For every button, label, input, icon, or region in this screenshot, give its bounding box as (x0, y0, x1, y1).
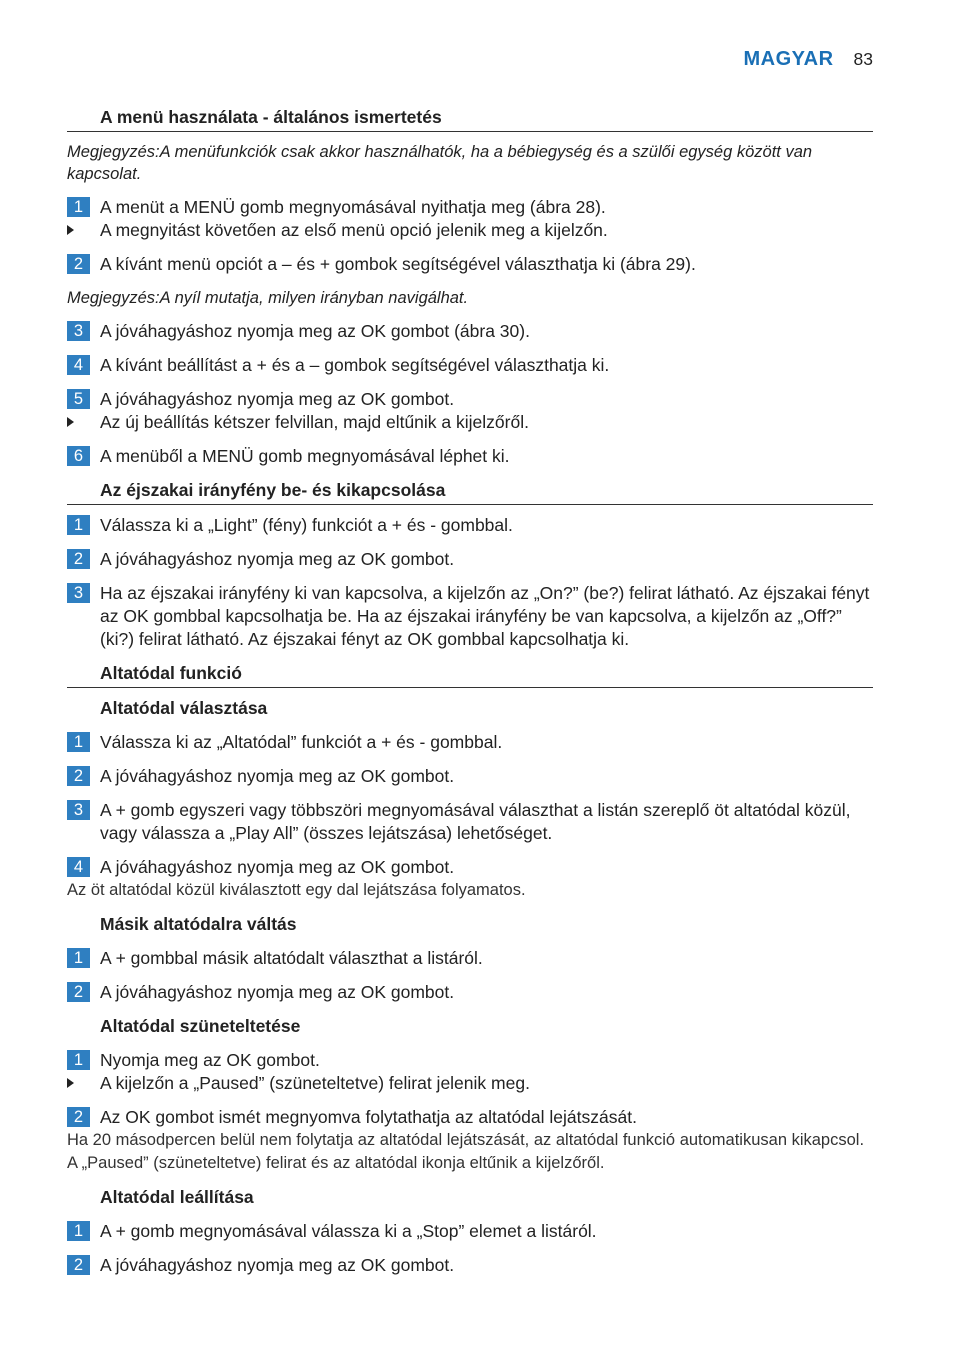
step-item (67, 582, 873, 651)
step-text: Nyomja meg az OK gombot. (100, 1050, 320, 1070)
step-item (67, 981, 873, 1004)
step-group (67, 582, 873, 651)
result-text: A kijelzőn a „Paused” (szüneteltetve) felirat jelenik meg. (100, 1073, 530, 1093)
step-number-badge: 1 (67, 732, 90, 752)
step-number-badge: 1 (67, 197, 90, 217)
step-item (67, 196, 873, 219)
step-group (67, 1106, 873, 1175)
step-text: Válassza ki az „Altatódal” funkciót a + és - gombbal. (100, 732, 503, 752)
subsection-heading: Altatódal szüneteltetése (100, 1016, 301, 1036)
step-number-badge: 2 (67, 982, 90, 1002)
step-item (67, 856, 873, 879)
result-text: A megnyitást követően az első menü opció jelenik meg a kijelzőn. (100, 220, 608, 240)
step-group (67, 1220, 873, 1243)
step-group (67, 320, 873, 343)
step-group (67, 947, 873, 970)
step-group (67, 731, 873, 754)
step-group (67, 765, 873, 788)
document-body (67, 106, 873, 1288)
step-group (67, 388, 873, 434)
step-item (67, 1106, 873, 1129)
step-group (67, 354, 873, 377)
step-group (67, 445, 873, 468)
step-item (67, 354, 873, 377)
step-group (67, 253, 873, 276)
result-arrow-icon (67, 417, 74, 427)
step-number-badge: 2 (67, 549, 90, 569)
section-heading: A menü használata - általános ismertetés (67, 106, 873, 132)
page-number: 83 (853, 49, 873, 69)
step-text: A kívánt menü opciót a – és + gombok segítségével választhatja ki (ábra 29). (100, 254, 696, 274)
section-heading: Az éjszakai irányfény be- és kikapcsolása (67, 479, 873, 505)
step-number-badge: 2 (67, 254, 90, 274)
step-number-badge: 3 (67, 321, 90, 341)
step-item (67, 765, 873, 788)
step-text: A jóváhagyáshoz nyomja meg az OK gombot. (100, 549, 455, 569)
step-text: A + gombbal másik altatódalt választhat a listáról. (100, 948, 483, 968)
section-heading: Altatódal funkció (67, 662, 873, 688)
step-number-badge: 4 (67, 355, 90, 375)
step-text: A menüt a MENÜ gomb megnyomásával nyithatja meg (ábra 28). (100, 197, 606, 217)
step-group (67, 1049, 873, 1095)
step-text: Az OK gombot ismét megnyomva folytathatja az altatódal lejátszását. (100, 1107, 637, 1127)
step-text: A + gomb megnyomásával válassza ki a „Stop” elemet a listáról. (100, 1221, 597, 1241)
step-text: A kívánt beállítást a + és a – gombok segítségével választhatja ki. (100, 355, 610, 375)
subsection-heading: Altatódal leállítása (100, 1187, 254, 1207)
step-number-badge: 1 (67, 1221, 90, 1241)
step-item (67, 388, 873, 411)
step-number-badge: 4 (67, 857, 90, 877)
step-item (67, 548, 873, 571)
note-text: A nyíl mutatja, milyen irányban navigálhat. (159, 289, 469, 307)
step-number-badge: 3 (67, 583, 90, 603)
step-group (67, 196, 873, 242)
step-group (67, 514, 873, 537)
result-item (67, 219, 873, 242)
step-item (67, 1049, 873, 1072)
step-number-badge: 3 (67, 800, 90, 820)
info-text: Ha 20 másodpercen belül nem folytatja az altatódal lejátszását, az altatódal funkció automatikusan kikapcsol. A „Paused” (szüneteltetve) felirat és az altatódal ikonja eltűnik a kijelzőről. (67, 1131, 865, 1172)
step-item (67, 731, 873, 754)
result-arrow-icon (67, 1078, 74, 1088)
step-group (67, 548, 873, 571)
step-text: A jóváhagyáshoz nyomja meg az OK gombot (ábra 30). (100, 321, 530, 341)
step-item (67, 514, 873, 537)
step-item (67, 1220, 873, 1243)
note-label: Megjegyzés: (67, 143, 160, 161)
step-group (67, 981, 873, 1004)
step-item (67, 445, 873, 468)
step-number-badge: 2 (67, 1255, 90, 1275)
result-arrow-icon (67, 225, 74, 235)
step-number-badge: 1 (67, 948, 90, 968)
step-text: Válassza ki a „Light” (fény) funkciót a + és - gombbal. (100, 515, 513, 535)
step-text: A jóváhagyáshoz nyomja meg az OK gombot. (100, 766, 455, 786)
step-item (67, 947, 873, 970)
note (67, 141, 873, 185)
step-text: Ha az éjszakai irányfény ki van kapcsolva, a kijelzőn az „On?” (be?) felirat látható. Az éjszakai fényt az OK gombbal kapcsolhatja be. Ha az éjszakai irányfény be van kapcsolva, a kijelzőn az „Off?” (ki?) felirat látható. Az éjszakai fényt az OK gombbal kapcsolhatja ki. (100, 583, 870, 649)
info-text: Az öt altatódal közül kiválasztott egy dal lejátszása folyamatos. (67, 881, 526, 899)
step-text: A jóváhagyáshoz nyomja meg az OK gombot. (100, 389, 455, 409)
step-group (67, 799, 873, 845)
step-number-badge: 6 (67, 446, 90, 466)
step-number-badge: 1 (67, 515, 90, 535)
language-label: MAGYAR (743, 48, 834, 70)
step-text: A + gomb egyszeri vagy többszöri megnyomásával választhat a listán szereplő öt altatódal közül, vagy válassza a „Play All” (összes lejátszása) lehetőséget. (100, 800, 851, 843)
step-text: A menüből a MENÜ gomb megnyomásával léphet ki. (100, 446, 510, 466)
step-text: A jóváhagyáshoz nyomja meg az OK gombot. (100, 982, 455, 1002)
step-number-badge: 5 (67, 389, 90, 409)
note-text: A menüfunkciók csak akkor használhatók, ha a bébiegység és a szülői egység között van kapcsolat. (67, 143, 813, 183)
subsection-heading: Altatódal választása (100, 698, 268, 718)
step-group (67, 856, 873, 902)
step-group (67, 1254, 873, 1277)
step-number-badge: 2 (67, 1107, 90, 1127)
step-number-badge: 2 (67, 766, 90, 786)
result-text: Az új beállítás kétszer felvillan, majd eltűnik a kijelzőről. (100, 412, 529, 432)
step-text: A jóváhagyáshoz nyomja meg az OK gombot. (100, 1255, 455, 1275)
page-header (743, 48, 873, 71)
subsection-heading: Másik altatódalra váltás (100, 914, 297, 934)
result-item (67, 1072, 873, 1095)
step-item (67, 1254, 873, 1277)
note-label: Megjegyzés: (67, 289, 160, 307)
step-text: A jóváhagyáshoz nyomja meg az OK gombot. (100, 857, 455, 877)
step-item (67, 799, 873, 845)
note (67, 287, 873, 309)
step-item (67, 320, 873, 343)
step-item (67, 253, 873, 276)
result-item (67, 411, 873, 434)
step-number-badge: 1 (67, 1050, 90, 1070)
